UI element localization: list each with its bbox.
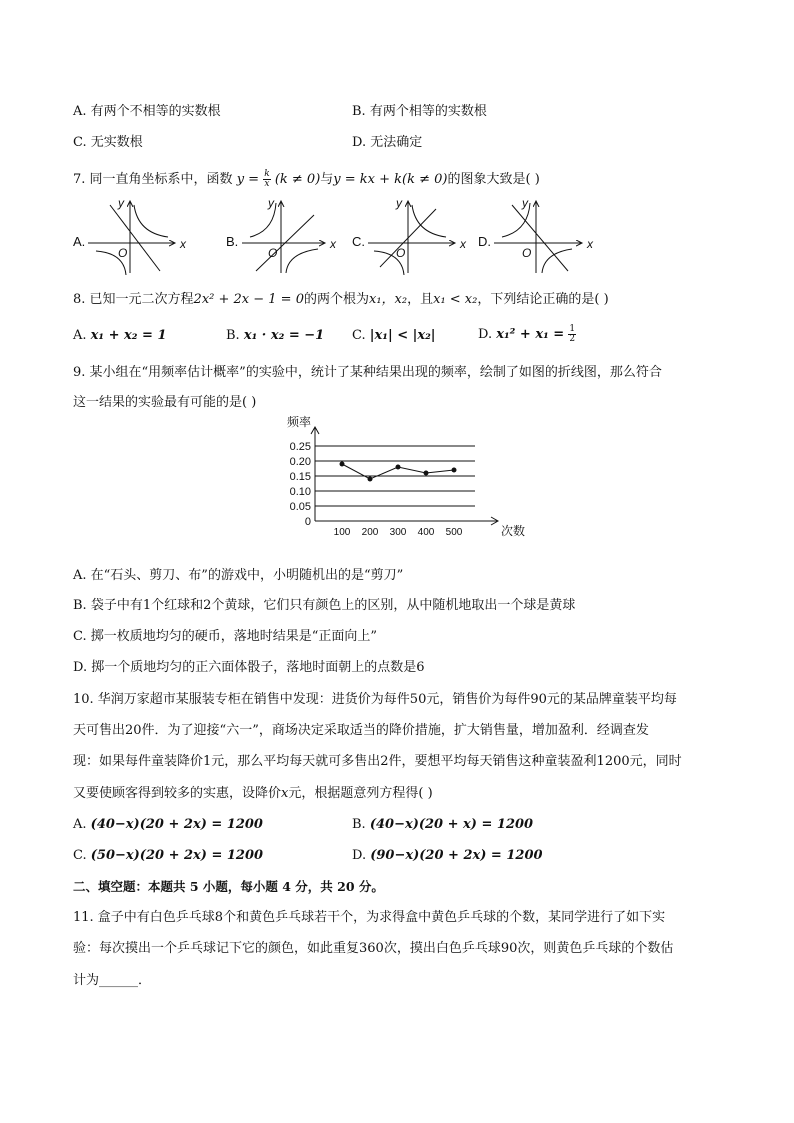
q8-option-b-text: x₁ · x₂ = −1 xyxy=(243,328,325,343)
q6-option-c: C. 无实数根 xyxy=(73,135,143,150)
q8-suffix: ，下列结论正确的是( ) xyxy=(477,292,609,307)
data-point xyxy=(368,477,373,482)
q10-option-d xyxy=(352,847,543,865)
q7-axis-x-a: x xyxy=(180,237,186,251)
y-tick-label: 0 xyxy=(304,516,311,528)
q8-cond: x₁ < x₂ xyxy=(433,292,478,307)
data-point xyxy=(340,462,345,467)
q7-axis-x-d: x xyxy=(587,237,593,251)
q7-origin-d: O xyxy=(522,246,532,260)
q8-equation: 2x² + 2x − 1 = 0 xyxy=(193,292,304,307)
data-point xyxy=(396,465,401,470)
q8-option-d xyxy=(478,325,576,344)
q10-line-3: 现：如果每件童装降价1元，那么平均每天就可多售出2件，要想平均每天销售这种童装盈利1200元，同时 xyxy=(73,754,682,769)
q7-axis-y-d: y xyxy=(522,196,528,210)
x-tick-label: 200 xyxy=(361,527,379,538)
q7-label-b: B. xyxy=(226,234,239,249)
q7-func1-den: x xyxy=(264,179,270,189)
q10-line-4-pre: 又要使顾客得到较多的实惠，设降价 xyxy=(73,786,282,801)
q8-option-d-label: D. xyxy=(478,327,493,342)
q7-func1-cond: (k ≠ 0) xyxy=(274,172,321,187)
q8-prefix: 8. 已知一元二次方程 xyxy=(73,292,194,307)
q8-option-c-label: C. xyxy=(352,328,366,343)
q11-line-1: 11. 盒子中有白色乒乓球8个和黄色乒乓球若干个，为求得盒中黄色乒乓球的个数，某同学进行了如下实 xyxy=(73,910,666,925)
q7-origin-a: O xyxy=(118,246,128,260)
q10-line-4-post: 元，根据题意列方程得( ) xyxy=(288,786,433,801)
q10-option-a-text: (40−x)(20 + 2x) = 1200 xyxy=(90,817,263,832)
q8-roots: x₁，x₂ xyxy=(369,292,408,307)
x-tick-label: 400 xyxy=(417,527,435,538)
q7-graph-a xyxy=(73,196,187,275)
q8-option-a xyxy=(73,327,167,345)
q7-func2: y = kx + k(k ≠ 0) xyxy=(333,172,448,187)
q7-graph-d xyxy=(478,196,594,273)
q7-graphs xyxy=(0,195,794,275)
q10-option-b-text: (40−x)(20 + x) = 1200 xyxy=(369,817,534,832)
q10-option-b-label: B. xyxy=(352,817,366,832)
q7-prefix: 7. 同一直角坐标系中，函数 xyxy=(73,172,233,187)
q10-option-b xyxy=(352,816,533,834)
q8-cond-pre: ，且 xyxy=(407,292,434,307)
q7-axis-x-b: x xyxy=(330,237,336,251)
q9-line-1: 9. 某小组在“用频率估计概率”的实验中，统计了某种结果出现的频率，绘制了如图的折线图，那么符合 xyxy=(73,365,662,380)
q7-func1-left: y = xyxy=(236,172,260,187)
x-tick-label: 500 xyxy=(445,527,463,538)
q9-line-2: 这一结果的实验最有可能的是( ) xyxy=(73,395,257,410)
q8-option-a-text: x₁ + x₂ = 1 xyxy=(90,328,167,343)
q6-option-b: B. 有两个相等的实数根 xyxy=(352,104,487,119)
q7-middle: 与 xyxy=(320,172,334,187)
frequency-line-chart xyxy=(275,414,535,539)
q9-option-b: B. 袋子中有1个红球和2个黄球，它们只有颜色上的区别，从中随机地取出一个球是黄球 xyxy=(73,598,576,613)
y-tick-label: 0.15 xyxy=(289,471,311,483)
q6-option-a: A. 有两个不相等的实数根 xyxy=(73,104,221,119)
q10-option-d-text: (90−x)(20 + 2x) = 1200 xyxy=(370,848,543,863)
q10-option-d-label: D. xyxy=(352,848,367,863)
section-2-heading: 二、填空题：本题共 5 小题，每小题 4 分，共 20 分。 xyxy=(73,879,384,894)
q10-var: x xyxy=(281,786,289,801)
q8-option-d-fraction xyxy=(568,325,576,344)
q11-line-2: 验：每次摸出一个乒乓球记下它的颜色，如此重复360次，摸出白色乒乓球90次，则黄色乒乓球的个数估 xyxy=(73,941,674,956)
q7-graph-b xyxy=(226,196,337,273)
q9-option-d: D. 掷一个质地均匀的正六面体骰子，落地时面朝上的点数是6 xyxy=(73,660,425,675)
q9-option-a: A. 在“石头、剪刀、布”的游戏中，小明随机出的是“剪刀” xyxy=(73,568,404,583)
y-tick-label: 0.20 xyxy=(289,456,311,468)
q7-graph-c xyxy=(352,196,467,275)
q8-option-a-label: A. xyxy=(73,328,87,343)
q7-stem xyxy=(73,170,540,189)
q7-func1-num: k xyxy=(264,169,270,179)
q10-option-c-text: (50−x)(20 + 2x) = 1200 xyxy=(90,848,264,863)
q6-option-d: D. 无法确定 xyxy=(352,135,423,150)
q8-option-b-label: B. xyxy=(226,328,240,343)
q8-option-d-text: x₁² + x₁ = xyxy=(496,327,565,342)
data-point xyxy=(424,471,429,476)
q11-line-3: 计为______． xyxy=(73,973,152,988)
q7-axis-y-b: y xyxy=(268,196,274,210)
q8-option-c xyxy=(352,327,436,345)
q10-option-c-label: C. xyxy=(73,848,87,863)
q10-line-2: 天可售出20件．为了迎接“六一”，商场决定采取适当的降价措施，扩大销售量，增加盈利．经调查发 xyxy=(73,723,649,738)
q10-option-a xyxy=(73,816,263,834)
x-axis-label: 次数 xyxy=(501,524,526,538)
y-tick-label: 0.10 xyxy=(289,486,311,498)
q7-origin-c: O xyxy=(396,246,406,260)
q7-suffix: 的图象大致是( ) xyxy=(447,172,540,187)
q8-option-c-text: |x₁| < |x₂| xyxy=(369,328,436,343)
x-tick-label: 300 xyxy=(389,527,407,538)
data-point xyxy=(452,468,457,473)
q7-label-d: D. xyxy=(478,234,491,249)
q8-stem xyxy=(73,291,609,309)
q10-line-1: 10. 华润万家超市某服装专柜在销售中发现：进货价为每件50元，销售价为每件90元的某品牌童装平均每 xyxy=(73,692,677,707)
q7-axis-x-c: x xyxy=(460,237,466,251)
y-tick-label: 0.05 xyxy=(289,501,311,513)
q8-middle: 的两个根为 xyxy=(303,292,369,307)
q8-option-d-num: 1 xyxy=(569,324,576,334)
q7-axis-y-c: y xyxy=(396,196,402,210)
q7-axis-y-a: y xyxy=(118,196,124,210)
q10-option-c xyxy=(73,847,263,865)
q9-option-c: C. 掷一枚质地均匀的硬币，落地时结果是“正面向上” xyxy=(73,629,378,644)
q8-option-d-den: 2 xyxy=(569,334,576,344)
q8-option-b xyxy=(226,327,324,345)
q10-line-4 xyxy=(73,785,433,803)
y-axis-label: 频率 xyxy=(287,415,312,429)
y-tick-label: 0.25 xyxy=(289,441,311,453)
q10-option-a-label: A. xyxy=(73,817,87,832)
q7-func1-fraction xyxy=(263,170,270,189)
q7-label-c: C. xyxy=(352,234,365,249)
x-tick-label: 100 xyxy=(333,527,351,538)
q7-label-a: A. xyxy=(73,234,86,249)
q7-origin-b: O xyxy=(268,246,278,260)
